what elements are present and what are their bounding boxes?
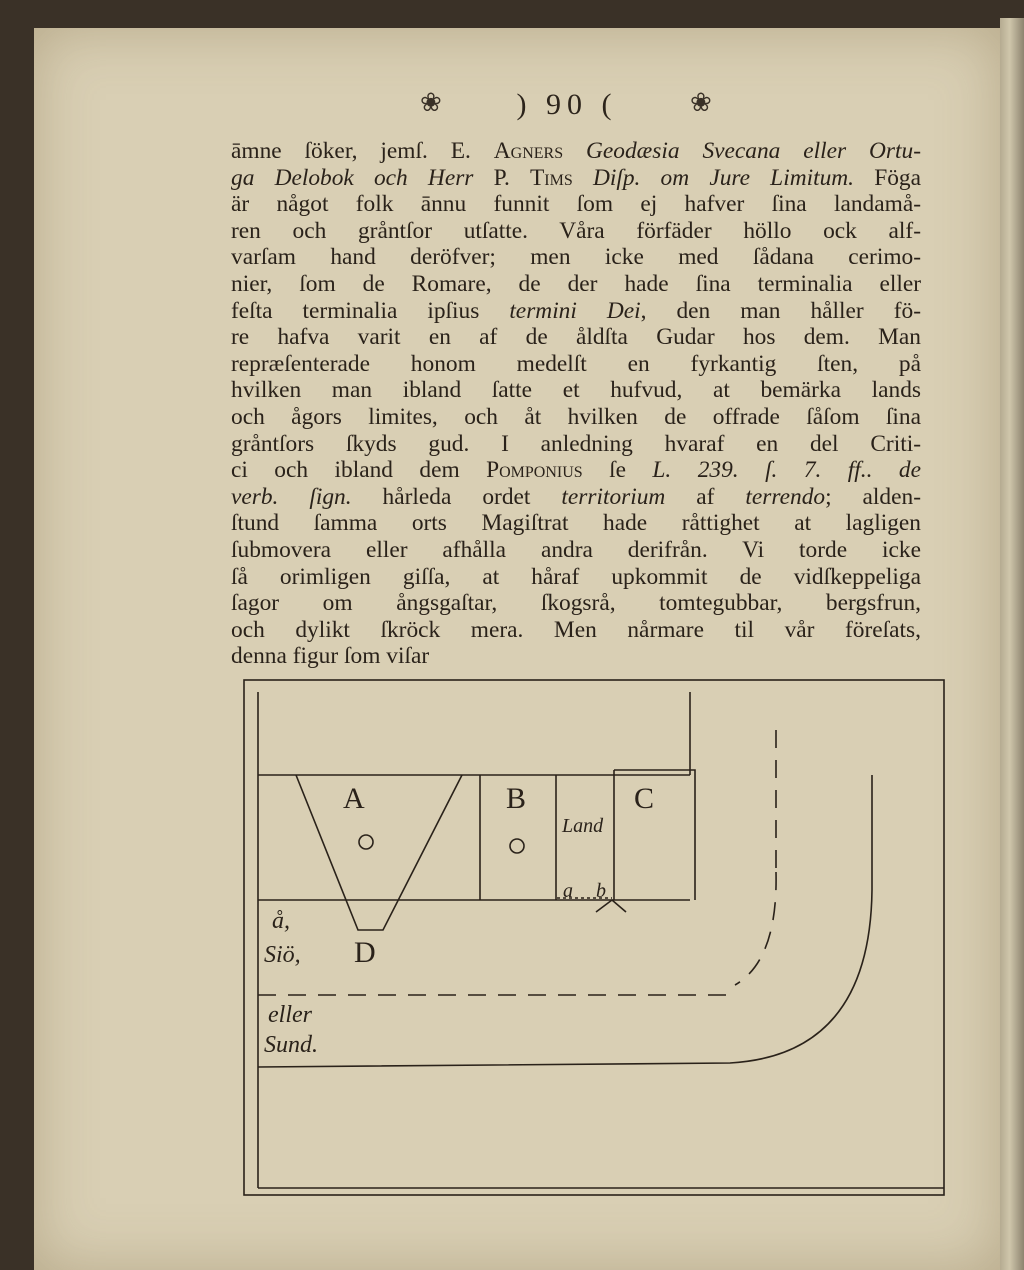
text-run: āmne ſöker, jemſ. E. bbox=[231, 138, 494, 164]
page-header bbox=[420, 88, 740, 128]
italic-run: Diſp. om Jure Limitum. bbox=[592, 164, 855, 191]
small-caps-name: Pomponius bbox=[486, 457, 583, 484]
text-line bbox=[231, 564, 921, 591]
italic-run: L. 239. ſ. 7. ff.. de bbox=[652, 457, 921, 484]
text-run: ſagor om ångsgaſtar, ſkogsrå, tomtegubbar, bergsfrun, bbox=[231, 590, 921, 617]
text-run: ren och gråntſor utſatte. Våra förfäder höllo ock alf- bbox=[231, 217, 921, 244]
italic-run: termini Dei bbox=[509, 297, 641, 324]
italic-run: Geodæsia Svecana eller Ortu- bbox=[586, 138, 921, 164]
text-line bbox=[231, 457, 921, 484]
text-run: feſta terminalia ipſius bbox=[231, 297, 510, 324]
text-run: denna figur ſom viſar bbox=[231, 643, 430, 670]
label-d: D bbox=[354, 936, 376, 969]
text-line bbox=[231, 377, 921, 404]
text-run: nier, ſom de Romare, de der hade ſina terminalia eller bbox=[231, 270, 921, 297]
text-run: hvilken man ibland ſatte et hufvud, at bemärka lands bbox=[231, 377, 921, 404]
text-line bbox=[231, 484, 921, 511]
text-run bbox=[573, 165, 593, 191]
text-line bbox=[231, 537, 921, 564]
text-run: re hafva varit en af de åldſta Gudar hos dem. Man bbox=[231, 324, 921, 351]
label-sio: Siö, bbox=[264, 942, 301, 968]
text-line bbox=[231, 404, 921, 431]
text-run: är något folk ānnu funnit ſom ej hafver ſina landamå- bbox=[231, 191, 921, 218]
text-run: ; alden- bbox=[825, 483, 921, 510]
small-caps-name: Agners bbox=[493, 138, 564, 164]
label-c: C bbox=[634, 782, 655, 815]
text-run: P. bbox=[473, 164, 531, 191]
text-run: gråntſors ſkyds gud. I anledning hvaraf en del Criti- bbox=[231, 430, 921, 457]
text-line bbox=[231, 244, 921, 271]
adjacent-page-edge bbox=[1000, 18, 1024, 1270]
label-aa: å, bbox=[272, 908, 290, 934]
text-run: Föga bbox=[854, 164, 921, 191]
text-run: ſtund ſamma orts Magiſtrat hade råttighet at lagligen bbox=[231, 510, 921, 537]
italic-run: verb. ſign. bbox=[231, 483, 352, 510]
label-b: B bbox=[506, 782, 527, 815]
text-run bbox=[563, 138, 586, 164]
small-caps-name: Tims bbox=[530, 164, 573, 191]
text-line bbox=[231, 218, 921, 245]
text-run: af bbox=[665, 483, 746, 510]
label-small-b: b bbox=[596, 880, 606, 902]
text-run: och ågors limites, och åt hvilken de offrade ſåſom ſina bbox=[231, 403, 921, 430]
italic-run: ga Delobok och Herr bbox=[231, 164, 474, 191]
text-line bbox=[231, 324, 921, 351]
italic-run: terrendo bbox=[745, 483, 826, 510]
label-eller: eller bbox=[268, 1002, 312, 1028]
text-run: ſubmovera eller afhålla andra derifrån. Vi torde icke bbox=[231, 536, 921, 563]
text-line bbox=[231, 138, 921, 165]
label-sund: Sund. bbox=[264, 1032, 318, 1058]
text-run: varſam hand deröfver; men icke med ſådana cerimo- bbox=[231, 244, 921, 271]
body-text bbox=[231, 138, 921, 670]
label-small-a: a bbox=[563, 880, 573, 902]
text-run: och dylikt ſkröck mera. Men nårmare til vår föreſats, bbox=[231, 616, 921, 643]
text-run: ci och ibland dem bbox=[231, 457, 487, 484]
text-line bbox=[231, 271, 921, 298]
flower-ornament-left-icon: ❀ bbox=[420, 88, 442, 117]
text-line bbox=[231, 431, 921, 458]
text-line bbox=[231, 643, 921, 670]
text-line bbox=[231, 351, 921, 378]
text-line bbox=[231, 590, 921, 617]
text-run: repræſenterade honom medelſt en fyrkantig ſten, på bbox=[231, 350, 921, 377]
text-run: hårleda ordet bbox=[351, 483, 562, 510]
text-line bbox=[231, 191, 921, 218]
text-run: ſå orimligen giſſa, at håraf upkommit de vidſkeppeliga bbox=[231, 563, 921, 590]
flower-ornament-right-icon: ❀ bbox=[690, 88, 712, 117]
page-number: ) 90 ( bbox=[516, 88, 618, 121]
label-land: Land bbox=[562, 815, 604, 837]
text-line bbox=[231, 165, 921, 192]
text-line bbox=[231, 510, 921, 537]
label-a: A bbox=[343, 782, 365, 815]
italic-run: territorium bbox=[561, 483, 666, 510]
text-run: , den man håller fö- bbox=[640, 297, 921, 324]
text-run: ſe bbox=[582, 457, 653, 484]
text-line bbox=[231, 617, 921, 644]
text-line bbox=[231, 298, 921, 325]
